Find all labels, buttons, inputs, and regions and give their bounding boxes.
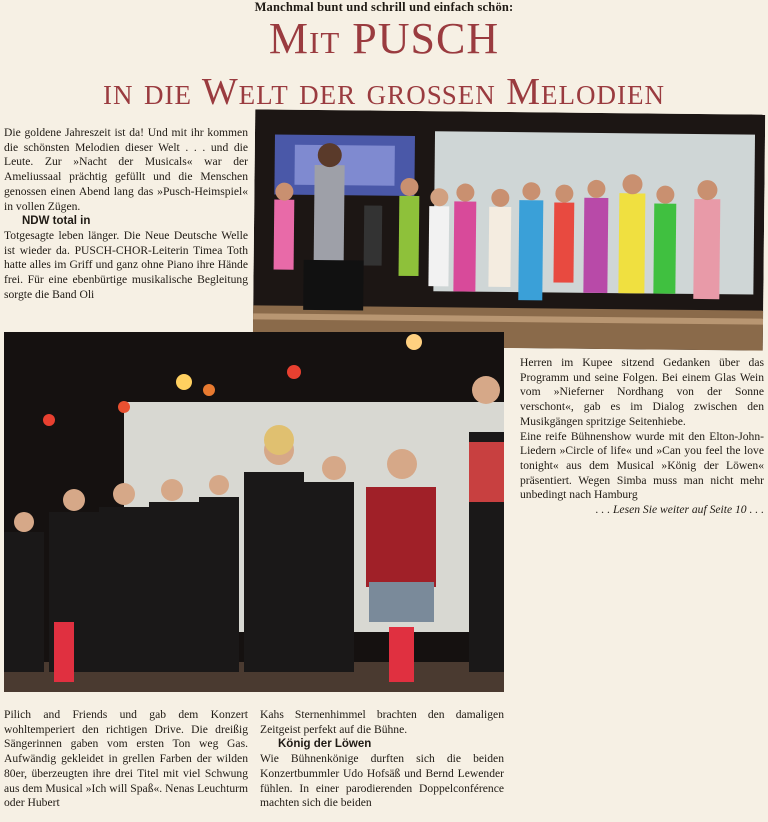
bottom-right-paragraph-2: Wie Bühnenkönige durften sich die beiden Konzertbummler Udo Hofsäß und Bernd Lewender fühlen. In einer parodierenden Doppelconférence machten sich die beiden xyxy=(260,752,504,810)
headline-line-2: in die Welt der großen Melodien xyxy=(103,71,665,113)
continued-note: . . . Lesen Sie weiter auf Seite 10 . . . xyxy=(595,503,764,517)
right-paragraph-1: Herren im Kupee sitzend Gedanken über das Programm und seine Folgen. Bei einem Glas Wein vom »Nieferner Nordhang von der Sonne verschont«, gab es im Dialog zwischen den Musikgängen spritzige Seitenhiebe. xyxy=(520,356,764,428)
ndw-paragraph: Totgesagte leben länger. Die Neue Deutsche Welle ist wieder da. PUSCH-CHOR-Leiterin Timea Toth hatte alles im Griff und ganz ohne Piano ihre Hände frei. Für eine ebenbürtige musikalische Begleitung sorgte die Band Oli xyxy=(4,228,248,301)
intro-paragraph: Die goldene Jahreszeit ist da! Und mit ihr kommen die schönsten Melodien dieser Welt . . . und die Leute. Zur »Nacht der Musicals« war der Ameliussaal prächtig gefüllt und die Menschen genossen einen Abend lang das »Pusch-Heimspiel« in vollen Zügen. xyxy=(4,126,248,213)
intro-column xyxy=(4,126,248,302)
right-paragraph-2: Eine reife Bühnenshow wurde mit den Elton-John-Liedern »Circle of life« und »Can you feel the love tonight« aus dem Musical »König der Löwen« präsentiert. Wegen Simba muss man nicht mehr unbedingt nach Hamburg xyxy=(520,429,764,502)
headline-line-1: Mit PUSCH xyxy=(268,14,500,63)
bottom-right-paragraph-1: Kahs Sternenhimmel brachten den damaligen Zeitgeist perfekt auf die Bühne. xyxy=(260,708,504,736)
right-column xyxy=(520,356,764,518)
kicker-line: Manchmal bunt und schrill und einfach schön: xyxy=(254,0,514,14)
ndw-heading: NDW total in xyxy=(22,215,91,228)
photo-stage-colorful xyxy=(253,109,765,350)
bottom-right-column xyxy=(260,708,504,811)
koenig-heading: König der Löwen xyxy=(278,738,372,751)
photo-stage-singers xyxy=(4,332,504,692)
bottom-left-column xyxy=(4,708,248,811)
bottom-left-paragraph: Pilich and Friends und gab dem Konzert wohltemperiert den richtigen Drive. Die dreißig Sängerinnen gaben vom ersten Ton weg Gas. Aufwändig gekleidet in grellen Farben der wilden 80er, überzeugten ihre drei Titel mit viel Schwung aus dem Musical »Ich will Spaß«. Nenas Leuchturm oder Hubert xyxy=(4,708,248,810)
